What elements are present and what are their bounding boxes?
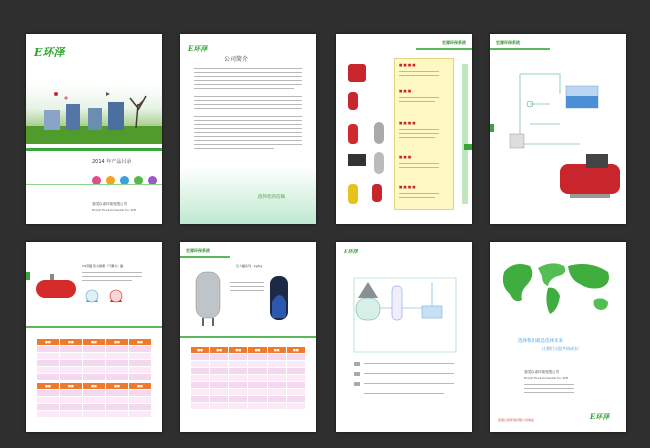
cover-company-cn: 泰国以诺环境有限公司 <box>92 202 127 206</box>
vertical-tank-page <box>180 242 316 432</box>
vertical-tank-icon <box>180 242 316 342</box>
page5-subtitle: TG型罐 卧式隔膜（气囊式）罐 <box>82 264 124 268</box>
back-footer-red: 泰国以诺环境有限公司地址 <box>498 418 535 422</box>
system-diagram-page <box>490 34 626 224</box>
back-logo: E环泽 <box>590 412 610 421</box>
product-spec-sidebar: ■ ■ ■ ■ ■ ■ ■ ■ ■ ■ ■ ■ ■ ■ ■ ■ ■ ■ <box>394 58 454 210</box>
intro-title: 公司简介 <box>224 56 249 63</box>
cover-logo: E环泽 <box>34 46 65 59</box>
intro-logo: E环泽 <box>188 44 208 53</box>
cover-title: 2014 年产品目录 <box>92 159 132 165</box>
spec-table-2: ■■ ■■ ■■ ■■ ■■ <box>36 382 152 418</box>
back-cover-page <box>490 242 626 432</box>
spec-table-3: ■■ ■■ ■■ ■■ ■■ ■■ <box>190 346 306 410</box>
page6-subtitle: 压力罐系列 · kg/kg <box>236 264 263 268</box>
cover-landscape-icon <box>26 84 162 144</box>
product-overview-page <box>336 34 472 224</box>
back-company-en: Enoch Environmental Co.,LTD <box>524 376 569 380</box>
intro-slogan: 值得您的信赖 <box>258 195 285 200</box>
back-slogan-1: 选择我们就是选择未来 <box>518 339 563 344</box>
page3-header: 宏源环保系统 <box>442 40 466 45</box>
piping-diagram <box>490 34 626 224</box>
cover-scene <box>26 84 162 144</box>
process-flow-page: E环泽 <box>336 242 472 432</box>
cover-color-dots <box>92 170 157 189</box>
catalog-cover-page <box>26 34 162 224</box>
page6-header: 宏源环保系统 <box>186 248 210 253</box>
world-map-icon <box>490 252 626 332</box>
company-intro-page <box>180 34 316 224</box>
cover-company-en: Enoch Environmental Co.,LTD <box>92 208 137 212</box>
back-company-cn: 泰国以诺环境有限公司 <box>524 370 559 374</box>
back-slogan-2: 让我们与您共同成长！ <box>542 346 582 351</box>
horizontal-tank-page <box>26 242 162 432</box>
spec-table-1: ■■ ■■ ■■ ■■ ■■ <box>36 338 152 381</box>
horizontal-tank-icon <box>26 242 162 322</box>
process-diagram <box>336 242 472 432</box>
page4-header: 宏源环保系统 <box>496 40 520 45</box>
